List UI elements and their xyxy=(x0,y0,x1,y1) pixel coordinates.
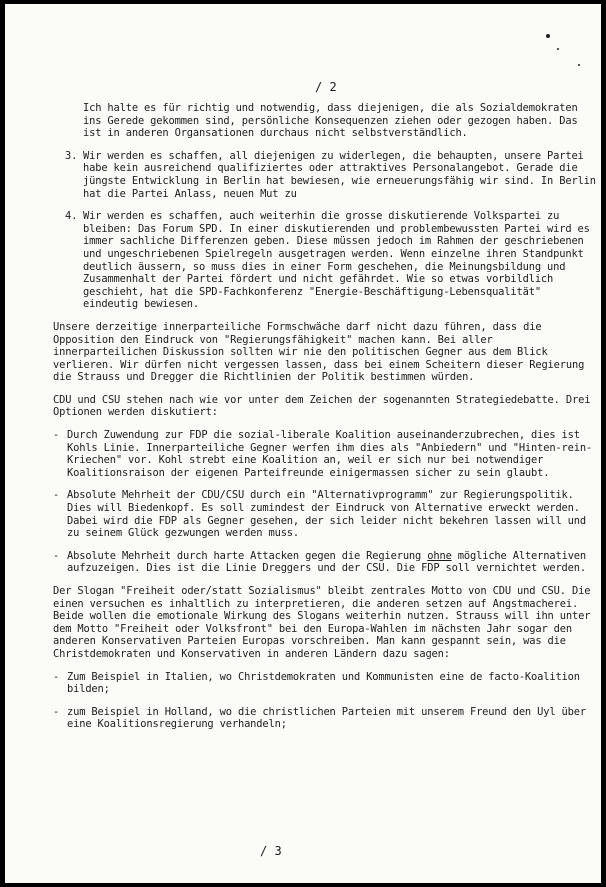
option-item xyxy=(53,550,598,575)
dash-mark: - xyxy=(53,705,60,718)
option-item xyxy=(53,489,598,539)
example-text: Zum Beispiel in Italien, wo Christdemokraten und Kommunisten eine de facto-Koalition bilden; xyxy=(67,670,580,696)
option-text: Durch Zuwendung zur FDP die sozial-liberale Koalition auseinanderzubrechen, dies ist Kohls Linie. Innerparteiliche Gegner werfen ihm dies als "Anbiedern" und "Hinten-rein-Kriechen" vor. Kohl strebt eine Koalition an, weil er sich nur bei notwendiger Koalitionsraison der eigenen Parteifreunde einigermassen sicher zu sein glaubt. xyxy=(67,429,593,479)
next-page-marker: / 3 xyxy=(260,844,282,858)
paragraph-weakness: Unsere derzeitige innerparteiliche Formschwäche darf nicht dazu führen, dass die Opposition den Eindruck von "Regierungsfähigkeit" machen kann. Bei aller innerparteilichen Diskussion sollten wir nie den politischen Gegner aus dem Blick verlieren. Wir dürfen nicht vergessen lassen, dass bei einem Scheitern dieser Regierung die Strauss und Dregger die Richtlinien der Politik bestimmen würden. xyxy=(53,320,585,384)
dash-mark: - xyxy=(53,670,60,683)
item-text: Wir werden es schaffen, auch weiterhin die grosse diskutierende Volkspartei zu bleiben: Das Forum SPD. In einer diskutierenden und problembewussten Partei wird es immer sachliche Differenzen geben. Diese müssen jedoch im Rahmen der geschriebenen und ungeschriebenen Spielregeln ausgetragen werden. Wenn einzelne ihren Standpunkt deutlich äussern, so muss dies in einer Form geschehen, die Meinungsbildung und Zusammenhalt der Partei fördert und nicht gefährdet. Wie so etwas vorbildlich geschieht, hat die SPD-Fachkonferenz "Energie-Beschäftigung-Lebensqualität" eindeutig bewiesen. xyxy=(83,210,590,311)
document-body xyxy=(53,102,598,741)
numbered-item xyxy=(53,150,598,200)
scan-speck xyxy=(546,34,550,38)
paragraph-cdu-csu: CDU und CSU stehen nach wie vor unter dem Zeichen der sogenannten Strategiedebatte. Drei Optionen werden diskutiert: xyxy=(53,393,591,419)
scan-speck xyxy=(578,64,580,66)
dash-mark: - xyxy=(53,549,60,562)
item-text: Wir werden es schaffen, all diejenigen zu widerlegen, die behaupten, unsere Partei habe kein ausreichend qualifiziertes oder attraktives Personalangebot. Gerade die jüngste Entwicklung in Berlin hat bewiesen, wie erneuerungsfähig wir sind. In Berlin hat die Partei Anlass, neuen Mut zu xyxy=(83,149,596,200)
option-text: Absolute Mehrheit der CDU/CSU durch ein "Alternativprogramm" zur Regierungspolitik. Dies will Biedenkopf. Es soll zumindest der Eindruck von Alternative erweckt werden. Dabei wird die FDP als Gegner gesehen, der sich leider nicht bekehren lassen will und zu seinem Glück gezwungen werden muss. xyxy=(67,489,586,540)
intro-paragraph: Ich halte es für richtig und notwendig, dass diejenigen, die als Sozialdemokraten ins Gerede gekommen sind, persönliche Konsequenzen ziehen oder gezogen haben. Das ist in anderen Organsationen durchaus nicht selbstverständlich. xyxy=(83,102,578,140)
example-item xyxy=(53,671,598,696)
dash-mark: - xyxy=(53,429,60,442)
paragraph-slogan: Der Slogan "Freiheit oder/statt Sozialismus" bleibt zentrales Motto von CDU und CSU. Die einen versuchen es inhaltlich zu interpretieren, die anderen setzen auf Angstmacherei. Beide wollen die emotionale Wirkung des Slogans weiterhin nutzen. Strauss will ihn unter dem Motto "Freiheit oder Volksfront" bei den Europa-Wahlen im nächsten Jahr sogar den anderen Konservativen Parteien Europas vorschreiben. Man kann gespannt sein, was die Christdemokraten und Konservativen in anderen Ländern dazu sagen: xyxy=(53,585,591,660)
document-page xyxy=(5,4,601,883)
underlined-word: ohne xyxy=(427,549,452,562)
example-text: zum Beispiel in Holland, wo die christlichen Parteien mit unserem Freund den Uyl über eine Koalitionsregierung verhandeln; xyxy=(67,705,586,731)
option-item xyxy=(53,429,598,479)
scan-speck xyxy=(557,48,559,50)
numbered-item xyxy=(53,210,598,311)
option-text-before: Absolute Mehrheit durch harte Attacken gegen die Regierung xyxy=(67,549,428,562)
option-text-after: mögliche Alternativen aufzuzeigen. Dies ist die Linie Dreggers und der CSU. Die FDP soll vernichtet werden. xyxy=(67,549,587,575)
item-number: 3. xyxy=(65,149,78,162)
dash-mark: - xyxy=(53,489,60,502)
item-number: 4. xyxy=(65,210,78,223)
page-number: / 2 xyxy=(315,80,337,94)
example-item xyxy=(53,706,598,731)
